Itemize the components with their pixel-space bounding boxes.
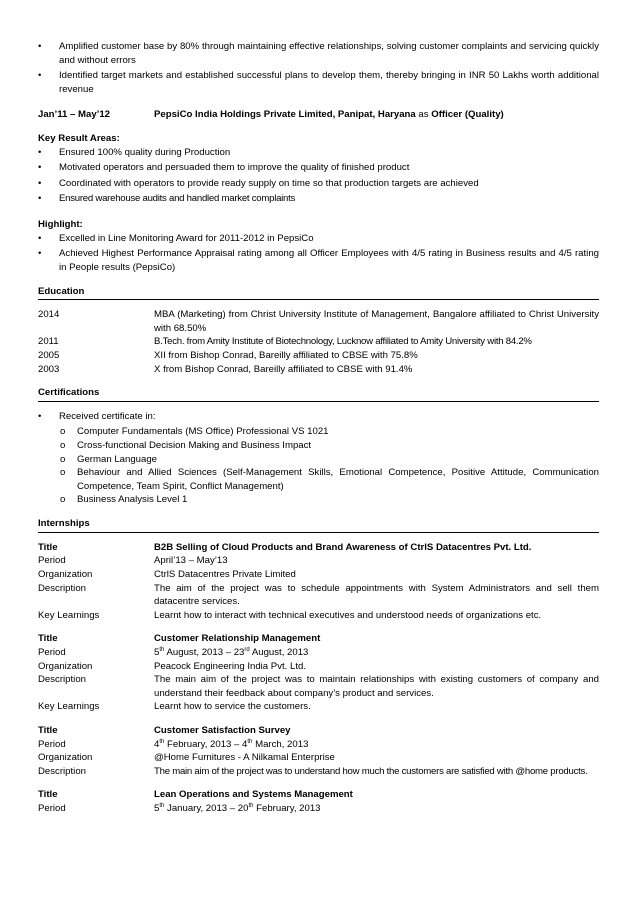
education-year: 2005 (38, 349, 60, 361)
internship-label-organization: Organization (38, 568, 93, 580)
internship-label-title: Title (38, 541, 58, 553)
internship-label-key-learnings: Key Learnings (38, 701, 100, 713)
internship-organization: CtrlS Datacentres Private Limited (154, 568, 296, 580)
kra-item: • Motivated operators and persuaded them to improve the quality of finished product (38, 161, 599, 175)
internship-period: 4th February, 2013 – 4th March, 2013 (154, 738, 309, 750)
internship-description: The aim of the project was to schedule appointments with System Administrators and sell them datacentre services. (154, 582, 599, 608)
education-detail: MBA (Marketing) from Christ University Institute of Management, Bangalore affiliated to Christ University with 68.50% (154, 309, 599, 334)
internship-title: Lean Operations and Systems Management (154, 789, 353, 801)
internship-title: B2B Selling of Cloud Products and Brand Awareness of CtrlS Datacentres Pvt. Ltd. (154, 541, 532, 553)
internship-period: April’13 – May’13 (154, 555, 228, 567)
internship-key-learnings: Learnt how to interact with technical executives and understood needs of organizations etc. (154, 609, 542, 621)
education-row (38, 363, 599, 377)
highlight-item: • Excelled in Line Monitoring Award for 2011-2012 in PepsiCo (38, 232, 599, 246)
internship-label-period: Period (38, 646, 66, 658)
education-row (38, 335, 599, 349)
internship-label-title: Title (38, 789, 58, 801)
certifications-heading: Certifications (38, 386, 599, 402)
internships-heading: Internships (38, 517, 599, 533)
certification-item: o Computer Fundamentals (MS Office) Professional VS 1021 (38, 425, 599, 439)
certification-item: o Cross-functional Decision Making and Business Impact (38, 439, 599, 453)
internship-label-description: Description (38, 674, 86, 686)
internship-label-organization: Organization (38, 752, 93, 764)
internship-description: The main aim of the project was to maintain relationships with existing customers of company and understand their feedback about company’s product and services. (154, 674, 599, 699)
internship-organization: @Home Furnitures - A Nilkamal Enterprise (154, 752, 335, 764)
education-list (38, 308, 599, 376)
certification-item: o Behaviour and Allied Sciences (Self-Management Skills, Emotional Competence, Positive Attitude, Communication Competence, Team Spirit, Conflict Management) (38, 466, 599, 493)
internship-key-learnings: Learnt how to service the customers. (154, 701, 311, 713)
education-row (38, 308, 599, 335)
internship-label-period: Period (38, 555, 66, 567)
intro-bullet: • Amplified customer base by 80% through maintaining effective relationships, solving customer complaints and servicing quickly and without errors (38, 40, 599, 67)
internship-organization: Peacock Engineering India Pvt. Ltd. (154, 660, 306, 672)
education-detail: B.Tech. from Amity Institute of Biotechnology, Lucknow affiliated to Amity University with 84.2% (154, 336, 532, 348)
internship-period: 5th January, 2013 – 20th February, 2013 (154, 802, 321, 815)
education-year: 2011 (38, 336, 59, 348)
internship-entry (38, 724, 599, 778)
kra-item: • Ensured warehouse audits and handled market complaints (38, 192, 599, 206)
internship-description: The main aim of the project was to understand how much the customers are satisfied with @home products. (154, 765, 588, 777)
internship-label-title: Title (38, 724, 58, 736)
job-company: PepsiCo India Holdings Private Limited, Panipat, Haryana (154, 109, 416, 121)
highlight-heading: Highlight: (38, 219, 83, 231)
education-detail: XII from Bishop Conrad, Bareilly affiliated to CBSE with 75.8% (154, 349, 418, 361)
internship-title: Customer Satisfaction Survey (154, 724, 291, 736)
internship-label-key-learnings: Key Learnings (38, 609, 100, 621)
internship-label-title: Title (38, 633, 58, 645)
highlight-item: • Achieved Highest Performance Appraisal rating among all Officer Employees with 4/5 rating in Business results and 4/5 rating in People results (PepsiCo) (38, 247, 599, 274)
internship-entry (38, 632, 599, 714)
job-header (38, 108, 599, 122)
job-period: Jan’11 – May’12 (38, 109, 111, 121)
internship-label-period: Period (38, 803, 66, 815)
internship-period: 5th August, 2013 – 23rd August, 2013 (154, 646, 309, 658)
kra-item: • Ensured 100% quality during Production (38, 146, 599, 160)
internship-entry (38, 541, 599, 623)
job-as-word: as (415, 109, 432, 121)
education-year: 2014 (38, 309, 60, 321)
internship-entry (38, 788, 599, 815)
education-heading: Education (38, 285, 599, 301)
internship-title: Customer Relationship Management (154, 633, 321, 645)
internship-label-period: Period (38, 738, 66, 750)
education-detail: X from Bishop Conrad, Bareilly affiliated to CBSE with 91.4% (154, 363, 413, 375)
certifications-intro: • Received certificate in: (38, 410, 599, 424)
kra-item: • Coordinated with operators to provide ready supply on time so that production targets are achieved (38, 177, 599, 191)
internship-label-description: Description (38, 765, 86, 777)
education-row (38, 349, 599, 363)
certification-item: o German Language (38, 453, 599, 467)
certification-item: o Business Analysis Level 1 (38, 493, 599, 507)
intro-bullet: • Identified target markets and established successful plans to develop them, thereby bringing in INR 50 Lakhs worth additional revenue (38, 69, 599, 96)
job-role: Officer (Quality) (431, 109, 504, 121)
education-year: 2003 (38, 363, 60, 375)
kra-heading: Key Result Areas: (38, 133, 120, 145)
internship-label-organization: Organization (38, 660, 93, 672)
internship-label-description: Description (38, 582, 86, 594)
resume-page (38, 40, 599, 816)
